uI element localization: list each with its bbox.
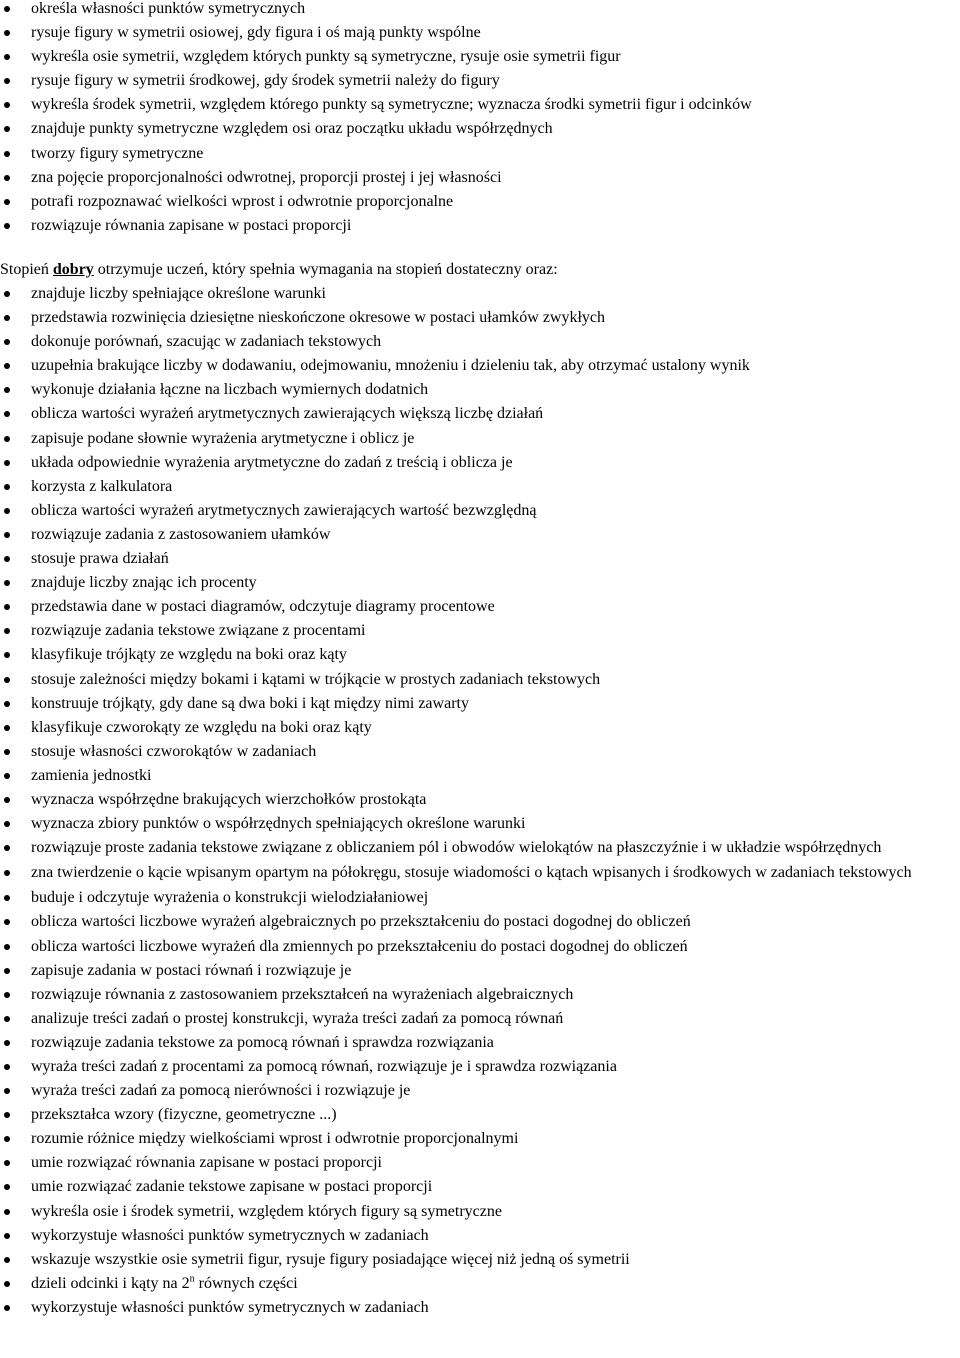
list-item: konstruuje trójkąty, gdy dane są dwa boki i kąt między nimi zawarty <box>0 692 960 716</box>
list-item: stosuje prawa działań <box>0 547 960 571</box>
requirements-list-good-grade <box>0 282 960 1320</box>
list-item: wyraża treści zadań za pomocą nierówności i rozwiązuje je <box>0 1079 960 1103</box>
list-item: buduje i odczytuje wyrażenia o konstrukcji wielodziałaniowej <box>0 886 960 910</box>
list-item: przekształca wzory (fizyczne, geometryczne ...) <box>0 1103 960 1127</box>
list-item: korzysta z kalkulatora <box>0 475 960 499</box>
list-item: wykreśla osie i środek symetrii, względem których figury są symetryczne <box>0 1200 960 1224</box>
list-item: oblicza wartości wyrażeń arytmetycznych zawierających wartość bezwzględną <box>0 499 960 523</box>
list-item: oblicza wartości liczbowe wyrażeń algebraicznych po przekształceniu do postaci dogodnej do obliczeń <box>0 910 960 934</box>
list-item: wykorzystuje własności punktów symetrycznych w zadaniach <box>0 1224 960 1248</box>
grade-intro-paragraph <box>0 258 558 282</box>
list-item: rozwiązuje zadania tekstowe za pomocą równań i sprawdza rozwiązania <box>0 1031 960 1055</box>
list-item: umie rozwiązać zadanie tekstowe zapisane w postaci proporcji <box>0 1175 960 1199</box>
list-item: wykorzystuje własności punktów symetrycznych w zadaniach <box>0 1296 960 1320</box>
list-item: rozwiązuje równania zapisane w postaci proporcji <box>0 214 960 238</box>
list-item: rozwiązuje proste zadania tekstowe związane z obliczaniem pól i obwodów wielokątów na płaszczyźnie i w układzie współrzędnych <box>0 836 960 861</box>
list-item: wykreśla środek symetrii, względem którego punkty są symetryczne; wyznacza środki symetrii figur i odcinków <box>0 93 960 117</box>
intro-suffix: otrzymuje uczeń, który spełnia wymagania na stopień dostateczny oraz: <box>93 261 558 278</box>
list-item: stosuje zależności między bokami i kątami w trójkącie w prostych zadaniach tekstowych <box>0 668 960 692</box>
list-item: rozwiązuje równania z zastosowaniem przekształceń na wyrażeniach algebraicznych <box>0 983 960 1007</box>
list-item: znajduje liczby znając ich procenty <box>0 571 960 595</box>
list-item: rozwiązuje zadania tekstowe związane z procentami <box>0 619 960 643</box>
list-item: wskazuje wszystkie osie symetrii figur, rysuje figury posiadające więcej niż jedną oś symetrii <box>0 1248 960 1272</box>
intro-prefix: Stopień <box>0 261 53 278</box>
list-item: rysuje figury w symetrii osiowej, gdy figura i oś mają punkty wspólne <box>0 21 960 45</box>
list-item: zapisuje zadania w postaci równań i rozwiązuje je <box>0 959 960 983</box>
list-item: potrafi rozpoznawać wielkości wprost i odwrotnie proporcjonalne <box>0 190 960 214</box>
requirements-list-previous <box>0 0 960 238</box>
list-item: zapisuje podane słownie wyrażenia arytmetyczne i oblicz je <box>0 427 960 451</box>
list-item: wykonuje działania łączne na liczbach wymiernych dodatnich <box>0 378 960 402</box>
exponent: n <box>189 1273 195 1285</box>
list-item: przedstawia rozwinięcia dziesiętne nieskończone okresowe w postaci ułamków zwykłych <box>0 306 960 330</box>
divide-text-end: równych części <box>194 1274 298 1292</box>
list-item: wykreśla osie symetrii, względem których punkty są symetryczne, rysuje osie symetrii figur <box>0 45 960 69</box>
list-item: zna pojęcie proporcjonalności odwrotnej, proporcji prostej i jej własności <box>0 166 960 190</box>
list-item: zamienia jednostki <box>0 764 960 788</box>
list-item: przedstawia dane w postaci diagramów, odczytuje diagramy procentowe <box>0 595 960 619</box>
divide-text: dzieli odcinki i kąty na 2 <box>31 1274 190 1292</box>
list-item: wyznacza współrzędne brakujących wierzchołków prostokąta <box>0 788 960 812</box>
list-item: znajduje punkty symetryczne względem osi oraz początku układu współrzędnych <box>0 117 960 141</box>
list-item: oblicza wartości liczbowe wyrażeń dla zmiennych po przekształceniu do postaci dogodnej do obliczeń <box>0 935 960 959</box>
grade-name: dobry <box>52 261 94 278</box>
list-item: analizuje treści zadań o prostej konstrukcji, wyraża treści zadań za pomocą równań <box>0 1007 960 1031</box>
list-item: rozumie różnice między wielkościami wprost i odwrotnie proporcjonalnymi <box>0 1127 960 1151</box>
list-item: uzupełnia brakujące liczby w dodawaniu, odejmowaniu, mnożeniu i dzieleniu tak, aby otrzymać ustalony wynik <box>0 354 960 378</box>
list-item: rysuje figury w symetrii środkowej, gdy środek symetrii należy do figury <box>0 69 960 93</box>
list-item: oblicza wartości wyrażeń arytmetycznych zawierających większą liczbę działań <box>0 402 960 426</box>
list-item: stosuje własności czworokątów w zadaniach <box>0 740 960 764</box>
list-item: umie rozwiązać równania zapisane w postaci proporcji <box>0 1151 960 1175</box>
list-item: tworzy figury symetryczne <box>0 142 960 166</box>
list-item: znajduje liczby spełniające określone warunki <box>0 282 960 306</box>
list-item: klasyfikuje trójkąty ze względu na boki oraz kąty <box>0 643 960 667</box>
list-item: układa odpowiednie wyrażenia arytmetyczne do zadań z treścią i oblicza je <box>0 451 960 475</box>
list-item: wyraża treści zadań z procentami za pomocą równań, rozwiązuje je i sprawdza rozwiązania <box>0 1055 960 1079</box>
list-item: zna twierdzenie o kącie wpisanym opartym na półokręgu, stosuje wiadomości o kątach wpisanych i środkowych w zadaniach tekstowych <box>0 861 960 886</box>
list-item: klasyfikuje czworokąty ze względu na boki oraz kąty <box>0 716 960 740</box>
list-item: dokonuje porównań, szacując w zadaniach tekstowych <box>0 330 960 354</box>
list-item-divide <box>0 1272 960 1296</box>
list-item: wyznacza zbiory punktów o współrzędnych spełniających określone warunki <box>0 812 960 836</box>
list-item: rozwiązuje zadania z zastosowaniem ułamków <box>0 523 960 547</box>
list-item: określa własności punktów symetrycznych <box>0 0 960 21</box>
